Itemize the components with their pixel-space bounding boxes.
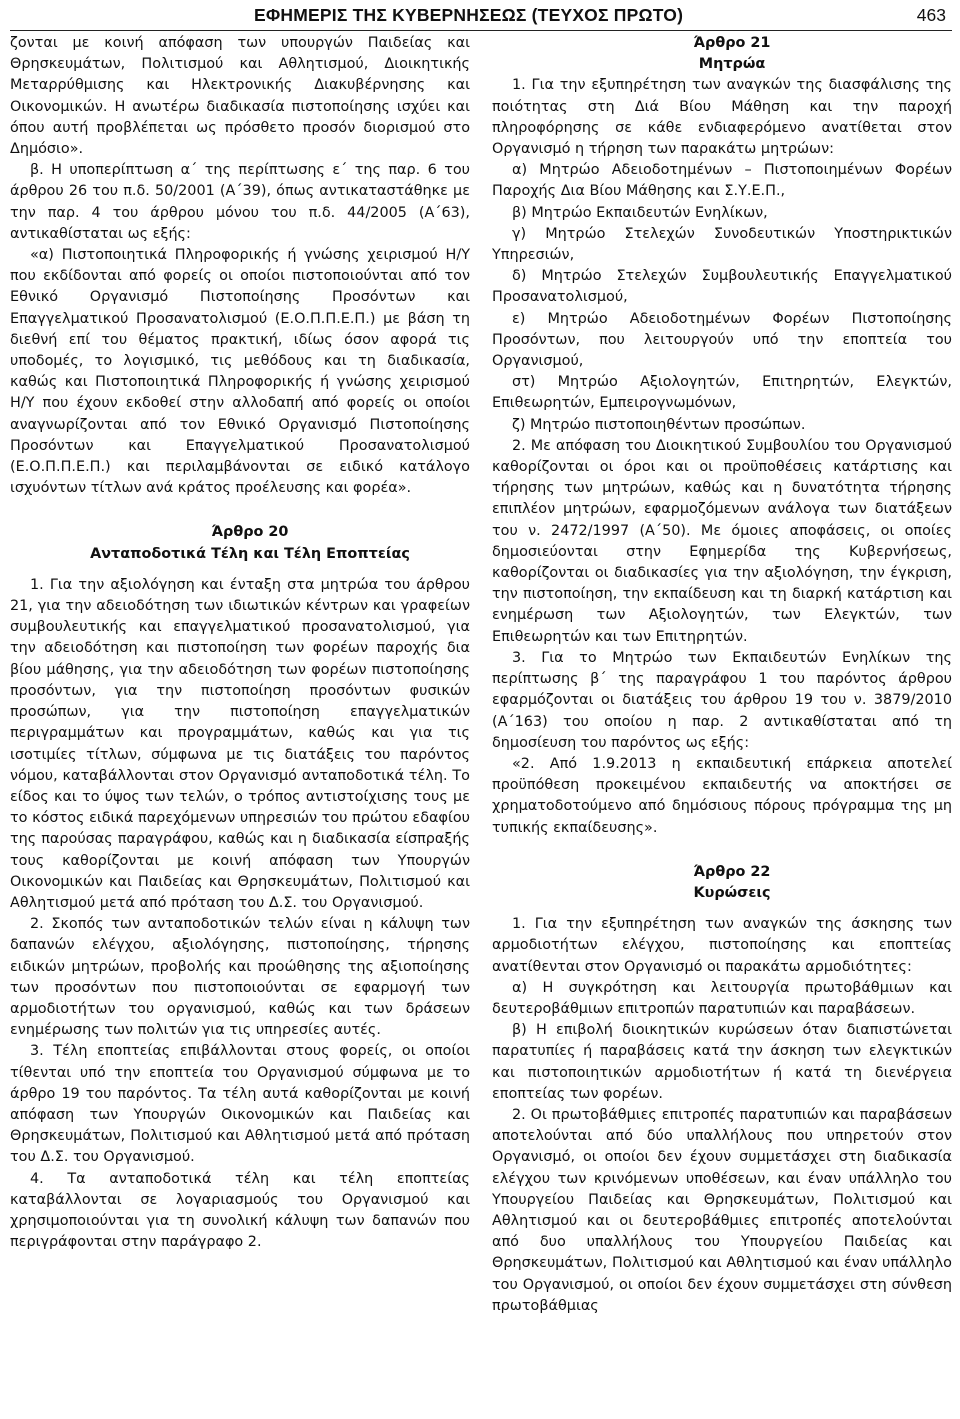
gazette-title: ΕΦΗΜΕΡΙΣ ΤΗΣ ΚΥΒΕΡΝΗΣΕΩΣ (ΤΕΥΧΟΣ ΠΡΩΤΟ) — [254, 5, 684, 25]
list-item: α) Μητρώο Αδειοδοτημένων – Πιστοποιημένων Φορέων Παροχής Δια Βίου Μάθησης και Σ.Υ.Ε.Π., — [492, 162, 952, 200]
paragraph: 4. Τα ανταποδοτικά τέλη και τέλη εποπτείας καταβάλλονται σε λογαριασμούς του Οργανισμού και χρησιμοποιούνται για τη συνολική κάλυψη των δαπανών που περιγράφονται στην παράγραφο 2. — [10, 1170, 470, 1251]
paragraph: 1. Για την αξιολόγηση και ένταξη στα μητρώα του άρθρου 21, για την αδειοδότηση των ιδιωτικών κέντρων και γραφείων συμβουλευτικής και επαγγελματικού προσανατολισμού, για την αδειοδότηση και πιστοποίηση των φορέων παροχής δια βίου μάθησης, για την αδειοδότηση των φορέων πιστοποίησης προσόντων, για την πιστοποίηση προσόντων φυσικών προσώπων, για την πιστοποίηση επαγγελματικών περιγραμμάτων και προγραμμάτων, καθώς και για τις ισοτιμίες τίτλων, σύμφωνα με τις διατάξεις του παρόντος νόμου, καταβάλλονται στον Οργανισμό ανταποδοτικά τέλη. Το είδος και το ύψος των τελών, ο τρόπος αντιστοίχισης τους με το κόστος ειδικά παρεχόμενων υπηρεσιών του πρώτου εδαφίου της παρούσας παραγράφου, καθώς και η διαδικασία είσπραξής τους καθορίζονται με κοινή απόφαση των Υπουργών Οικονομικών και Παιδείας και Θρησκευμάτων, Πολιτισμού και Αθλητισμού μετά από πρόταση του Δ.Σ. του Οργανισμού. — [10, 576, 470, 911]
page-number: 463 — [916, 5, 946, 25]
list-item: ε) Μητρώο Αδειοδοτημένων Φορέων Πιστοποίησης Προσόντων, που λειτουργούν υπό την εποπτεία του Οργανισμού, — [492, 310, 952, 370]
paragraph: 2. Με απόφαση του Διοικητικού Συμβουλίου του Οργανισμού καθορίζονται οι όροι και οι προϋποθέσεις κατάρτισης και τήρησης των μητρώων, καθώς και η δυνατότητα τήρησης επιπλέον μητρώων, εφαρμοζόμενων ανάλογα των διατάξεων του ν. 2472/1997 (Α΄50). Με όμοιες αποφάσεις, οι οποίες δημοσιεύονται στην Εφημερίδα της Κυβερνήσεως, καθορίζονται οι διαδικασίες για την αξιολόγηση, την έγκριση, την πιστοποίηση, την εκπαίδευση και τη διαρκή κατάρτιση και ενημέρωση των Αξιολογητών, των Ελεγκτών, των Επιθεωρητών και των Επιτηρητών. — [492, 437, 952, 645]
article-20-number: Άρθρο 20 — [211, 524, 289, 541]
left-column — [10, 33, 470, 1253]
paragraph: 2. Σκοπός των ανταποδοτικών τελών είναι η κάλυψη των δαπανών ελέγχου, αξιολόγησης, πιστοποίησης, τήρησης ειδικών μητρώων, προβολής και προώθησης της αξιοποίησης των προσόντων που πιστοποιούνται σε εφαρμογή των αρμοδιοτήτων του οργανισμού, καθώς και των δράσεων ενημέρωσης των πολιτών για τις υπηρεσίες αυτές. — [10, 916, 470, 1039]
paragraph: «α) Πιστοποιητικά Πληροφορικής ή γνώσης χειρισμού Η/Υ που εκδίδονται από φορείς οι οποίοι πιστοποιούνται από τον Εθνικό Οργανισμό Πιστοποίησης Προσόντων και Επαγγελματικού Προσανατολισμού (Ε.Ο.Π.Π.Ε.Π.) με βάση τη διεθνή επί του θέματος πρακτική, ιδίως όσον αφορά τις υποδομές, το λογισμικό, τις μεθόδους και τη διαδικασία, καθώς και Πιστοποιητικά Πληροφορικής ή γνώσης χειρισμού Η/Υ που έχουν εκδοθεί στην αλλοδαπή από φορείς οι οποίοι αναγνωρίζονται από τον Εθνικό Οργανισμό Πιστοποίησης Προσόντων και Επαγγελματικού Προσανατολισμού (Ε.Ο.Π.Π.Ε.Π.) και περιλαμβάνονται σε ειδικό κατάλογο ισχυόντων τίτλων ανά κράτος προέλευσης και φορέα». — [10, 247, 470, 497]
paragraph: β. Η υποπερίπτωση α΄ της περίπτωσης ε΄ της παρ. 6 του άρθρου 26 του π.δ. 50/2001 (Α΄39), όπως αντικαταστάθηκε με την παρ. 4 του άρθρου μόνου του π.δ. 44/2005 (Α΄63), αντικαθίσταται ως εξής: — [10, 162, 470, 242]
article-20-title: Ανταποδοτικά Τέλη και Τέλη Εποπτείας — [90, 545, 410, 562]
paragraph: 2. Οι πρωτοβάθμιες επιτροπές παρατυπιών και παραβάσεων αποτελούνται από δύο υπαλλήλους που υπηρετούν στον Οργανισμό, οι οποίοι δεν έχουν συμμετάσχει στη διαδικασία ελέγχου των κρινόμενων υποθέσεων, και έναν υπάλληλο του Υπουργείου Παιδείας και Θρησκευμάτων, Πολιτισμού και Αθλητισμού και οι δευτεροβάθμιες επιτροπές αποτελούνται από δυο υπαλλήλους του Υπουργείου Παιδείας και Θρησκευμάτων, Πολιτισμού και Αθλητισμού και έναν υπάλληλο του Οργανισμού, οι οποίοι δεν έχουν συμμετάσχει στη σύνθεση πρωτοβάθμιας — [492, 1106, 952, 1314]
paragraph: 3. Τέλη εποπτείας επιβάλλονται στους φορείς, οι οποίοι τίθενται υπό την εποπτεία του Οργανισμού σύμφωνα με το άρθρο 19 του παρόντος. Τα τέλη αυτά καθορίζονται με κοινή απόφαση των Υπουργών Οικονομικών και Παιδείας και Θρησκευμάτων, Πολιτισμού και Αθλητισμού μετά από πρόταση του Δ.Σ. του Οργανισμού. — [10, 1043, 470, 1166]
list-item: β) Μητρώο Εκπαιδευτών Ενηλίκων, — [512, 204, 768, 221]
list-item: γ) Μητρώο Στελεχών Συνοδευτικών Υποστηρικτικών Υπηρεσιών, — [492, 225, 952, 264]
paragraph: α) Η συγκρότηση και λειτουργία πρωτοβάθμιων και δευτεροβάθμιων επιτροπών παρατυπιών και παραβάσεων. — [492, 979, 952, 1017]
paragraph: «2. Από 1.9.2013 η εκπαιδευτική επάρκεια αποτελεί προϋπόθεση προκειμένου εκπαιδευτής να αποκτήσει σε χρηματοδοτούμενο από δημόσιους πόρους πρόγραμμα της μη τυπικής εκπαίδευσης». — [492, 755, 952, 836]
page-header — [10, 4, 952, 31]
article-22-title: Κυρώσεις — [693, 884, 771, 901]
list-item: στ) Μητρώο Αξιολογητών, Επιτηρητών, Ελεγκτών, Επιθεωρητών, Εμπειρογνωμόνων, — [492, 374, 952, 412]
paragraph: ζονται με κοινή απόφαση των υπουργών Παιδείας και Θρησκευμάτων, Πολιτισμού και Αθλητισμού, Διοικητικής Μεταρρύθμισης και Ηλεκτρονικής Διακυβέρνησης και Οικονομικών. Η ανωτέρω διαδικασία πιστοποίησης ισχύει και όπου αυτή προβλέπεται ως πρόσθετο προσόν διορισμού στο Δημόσιο». — [10, 35, 470, 158]
list-item: δ) Μητρώο Στελεχών Συμβουλευτικής Επαγγελματικού Προσανατολισμού, — [492, 268, 952, 306]
list-item: ζ) Μητρώο πιστοποιηθέντων προσώπων. — [512, 416, 806, 433]
article-21-number: Άρθρο 21 — [693, 35, 771, 51]
right-column — [492, 33, 952, 1317]
article-22-number: Άρθρο 22 — [693, 863, 771, 880]
paragraph: 1. Για την εξυπηρέτηση των αναγκών της διασφάλισης της ποιότητας στη Διά Βίου Μάθηση και την παροχή πληροφόρησης σε κάθε ενδιαφερόμενο ανατίθεται στον Οργανισμό η τήρηση των παρακάτω μητρώων: — [492, 77, 952, 158]
paragraph: 3. Για το Μητρώο των Εκπαιδευτών Ενηλίκων της περίπτωσης β΄ της παραγράφου 1 του παρόντος άρθρου εφαρμόζονται οι διατάξεις του άρθρου 19 του ν. 3879/2010 (Α΄163) του οποίου η παρ. 2 αντικαθίσταται από τη δημοσίευση του παρόντος ως εξής: — [492, 649, 952, 751]
paragraph: β) Η επιβολή διοικητικών κυρώσεων όταν διαπιστώνεται παρατυπίες ή παραβάσεις κατά την άσκηση των ελεγκτικών και πιστοποιητικών αρμοδιοτήτων ή κατά τη διενέργεια εποπτείας των φορέων. — [492, 1022, 952, 1102]
paragraph: 1. Για την εξυπηρέτηση των αναγκών της άσκησης των αρμοδιοτήτων ελέγχου, πιστοποίησης και εποπτείας ανατίθενται στον Οργανισμό οι παρακάτω αρμοδιότητες: — [492, 916, 952, 975]
article-21-title: Μητρώα — [698, 56, 766, 73]
